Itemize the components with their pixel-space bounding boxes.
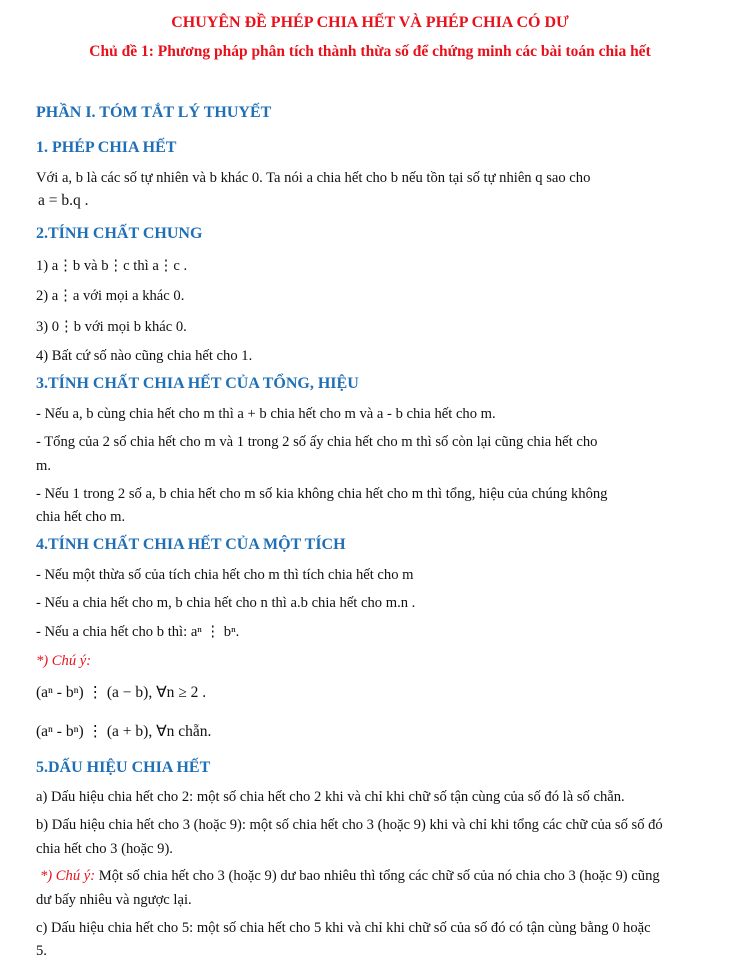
section-2-item-4: 4) Bất cứ số nào cũng chia hết cho 1. <box>36 348 253 364</box>
section-3-item-1: - Nếu a, b cùng chia hết cho m thì a + b chia hết cho m và a - b chia hết cho m. <box>36 406 496 422</box>
section-4-item-3-text: - Nếu a chia hết cho b thì: <box>36 624 188 640</box>
section-3-item-3: - Nếu 1 trong 2 số a, b chia hết cho m số kia không chia hết cho m thì tổng, hiệu của chúng không <box>36 486 608 502</box>
section-5-note-label: *) Chú ý: <box>40 868 96 884</box>
section-5-item-b: b) Dấu hiệu chia hết cho 3 (hoặc 9): một số chia hết cho 3 (hoặc 9) khi và chỉ khi tổng các chữ của số số đó <box>36 817 663 833</box>
section-4-heading: 4.TÍNH CHẤT CHIA HẾT CỦA MỘT TÍCH <box>36 536 346 553</box>
section-2-item-3: 3) 0⋮b với mọi b khác 0. <box>36 319 187 335</box>
section-5-item-c-cont: 5. <box>36 943 47 959</box>
section-5-item-b-cont: chia hết cho 3 (hoặc 9). <box>36 841 173 857</box>
section-2-heading: 2.TÍNH CHẤT CHUNG <box>36 225 203 242</box>
section-4-item-3 <box>36 622 239 642</box>
section-2-item-2: 2) a⋮a với mọi a khác 0. <box>36 288 185 304</box>
section-5-heading: 5.DẤU HIỆU CHIA HẾT <box>36 759 211 776</box>
section-2-item-1: 1) a⋮b và b⋮c thì a⋮c . <box>36 258 188 274</box>
section-4-note-formula-1: (aⁿ - bⁿ) ⋮ (a − b), ∀n ≥ 2 . <box>36 684 207 701</box>
section-5-note-cont: dư bấy nhiêu và ngược lại. <box>36 892 192 908</box>
section-5-item-a: a) Dấu hiệu chia hết cho 2: một số chia hết cho 2 khi và chỉ khi chữ số tận cùng của số đó là số chẵn. <box>36 789 625 805</box>
section-4-item-1: - Nếu một thừa số của tích chia hết cho m thì tích chia hết cho m <box>36 567 414 583</box>
document-title: CHUYÊN ĐỀ PHÉP CHIA HẾT VÀ PHÉP CHIA CÓ DƯ <box>171 14 569 31</box>
section-5-note-text: Một số chia hết cho 3 (hoặc 9) dư bao nhiêu thì tổng các chữ số của nó chia cho 3 (hoặc 9) cũng <box>95 868 660 884</box>
section-1-text: Với a, b là các số tự nhiên và b khác 0. Ta nói a chia hết cho b nếu tồn tại số tự nhiên q sao cho <box>36 170 591 186</box>
power-formula: aⁿ ⋮ bⁿ. <box>190 624 240 640</box>
section-4-note-formula-2: (aⁿ - bⁿ) ⋮ (a + b), ∀n chẵn. <box>36 723 212 740</box>
section-5-item-c: c) Dấu hiệu chia hết cho 5: một số chia hết cho 5 khi và chỉ khi chữ số của số đó có tận cùng bằng 0 hoặc <box>36 920 651 936</box>
section-3-item-2: - Tổng của 2 số chia hết cho m và 1 trong 2 số ấy chia hết cho m thì số còn lại cũng chia hết cho <box>36 434 598 450</box>
section-4-item-2: - Nếu a chia hết cho m, b chia hết cho n thì a.b chia hết cho m.n . <box>36 595 416 611</box>
section-3-item-2-cont: m. <box>36 458 51 474</box>
section-4-note-label: *) Chú ý: <box>36 653 92 669</box>
document-subtitle: Chủ đề 1: Phương pháp phân tích thành thừa số để chứng minh các bài toán chia hết <box>89 43 651 60</box>
section-5-note <box>40 866 660 886</box>
section-3-item-3-cont: chia hết cho m. <box>36 509 126 525</box>
section-1-formula: a = b.q . <box>38 192 89 209</box>
section-3-heading: 3.TÍNH CHẤT CHIA HẾT CỦA TỔNG, HIỆU <box>36 375 359 392</box>
part-heading: PHẦN I. TÓM TẮT LÝ THUYẾT <box>36 104 272 121</box>
section-1-heading: 1. PHÉP CHIA HẾT <box>36 139 177 156</box>
